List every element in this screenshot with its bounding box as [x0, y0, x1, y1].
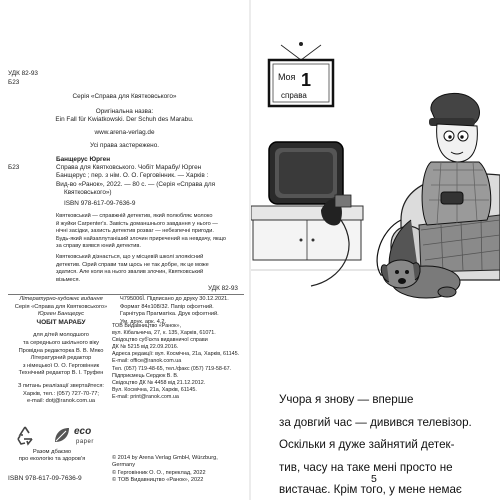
- print-specs: Ч795006Ї. Підписано до друку 30.12.2021. Формат 84х108/32. Папір офсетний. Гарнітура Прагматіка. Друк офсетний. Ум. друк. арк. 4,2.: [120, 296, 229, 325]
- series-small: Серія «Справа для Квятковського»: [14, 303, 108, 310]
- series-line: Серія «Справа для Квятковського»: [72, 93, 177, 100]
- author-heading: Банщерус Юрген: [56, 156, 111, 163]
- story-line: за довгий час — дивився телевізор.: [279, 415, 472, 429]
- udk-code-top: УДК 82-93: [8, 70, 38, 77]
- bbk-code: Б23: [8, 164, 20, 171]
- story-text: [279, 389, 479, 500]
- story-line: вистачає. Крім того, у мене немає: [279, 483, 462, 496]
- boy-watching-tv-illustration: [251, 20, 500, 340]
- print-credits: Літературно-художнє видання Серія «Справа для Квятковського» Юрген Банщерус ЧОБІТ МАРАБУ для дітей молодшого та середнього шкільного віку Провідна редакторка В. В. Мяко Літературний редактор з німецької О. О. Герговінник Технічний редактор В. І. Труфен З питань реалізації звертайтеся: Харків, тел.: (057) 727-70-77; e-mail: dotj@ranok.com.ua: [2, 296, 120, 406]
- page-number: 5: [371, 473, 377, 485]
- eco-badge: eco: [74, 426, 92, 437]
- sign-line-1: Mоя: [278, 72, 296, 82]
- story-page: [251, 0, 500, 500]
- publisher-info: ТОВ Видавництво «Ранок», вул. Кібальчича, 27, к. 135, Харків, 61071. Свідоцтво суб'єкта видавничої справи ДК № 5215 від 22.09.2016. Адреса редакції: вул. Космічна, 21а, Харків, 61145. E-mail: office@ranok.com.ua Тел. (057) 719-48-65, тел./факс (057) 719-58-67. Підприємець Сердюк В. В. Свідоцтво ДК № 4458 від 21.12.2012. Вул. Космічна, 21а, Харків, 61145. E-mail: print@ranok.com.ua: [112, 323, 240, 400]
- imprint-page: [0, 0, 249, 500]
- rights-reserved: Усі права застережено.: [89, 142, 160, 149]
- eco-leaf-icon: [52, 425, 72, 445]
- annotation-1: Квятковський — справжній детектив, який полюбляє молоко й жуйки Carpenter's. Завість доманшнього завдання у нього — нічні засідки, захисть детектив розваг — небезпечні пригоди. Будь-який найзаплутаніший злочин приречений на невдачу, якщо за справу взявся юний детектив.: [56, 213, 227, 250]
- story-line: Оскільки я дуже зайнятий детек-: [279, 438, 455, 451]
- remote-control-icon: [441, 192, 463, 204]
- sign-line-3: справа: [281, 91, 307, 100]
- title-small: ЧОБІТ МАРАБУ: [36, 318, 86, 326]
- bibliographic-description: Справа для Квятковського. Чобіт Марабу/ Юрген Банщерус ; пер. з нім. О. О. Герговінник. — Харків : Вид-во «Ранок», 2022. — 80 с. — (Серія «Справа для Квятковського»): [56, 164, 216, 197]
- udk-code-bottom: УДК 82-93: [208, 285, 238, 292]
- story-line: Учора я знову — вперше: [279, 393, 414, 406]
- bbk-code-top: Б23: [8, 79, 20, 86]
- genre-line: Літературно-художнє видання: [19, 296, 103, 302]
- original-title: Ein Fall für Kwiatkowski. Der Schuh des Marabu.: [55, 116, 194, 123]
- framed-sign-icon: [269, 42, 333, 106]
- annotation-2: Квятковський дізнається, що у місцевій школі злоякісний детектив. Сірий справи там щось не так добре, як це може здатися. Але коли на нього звалив злочин, Квятковський візьмеся.: [56, 254, 209, 283]
- sign-number: 1: [301, 70, 312, 90]
- original-title-label: Оригінальна назва:: [95, 108, 154, 115]
- divider: [8, 294, 244, 295]
- isbn-top: ISBN 978-617-09-7636-9: [64, 200, 136, 207]
- eco-badge-sub: paper: [76, 439, 94, 445]
- author-small: Юрген Банщерус: [37, 311, 85, 318]
- eco-slogan: Разом дбаємо про екологію та здоров'я: [18, 449, 86, 463]
- publisher-url: www.arena-verlag.de: [94, 129, 155, 136]
- story-line: тив, часу на таке мені просто не: [279, 460, 453, 474]
- recycle-icon: [14, 424, 36, 446]
- copyright-info: © 2014 by Arena Verlag GmbH, Würzburg, Germany © Герговінник О. О., переклад, 2022 © ТОВ Видавництво «Ранок», 2022: [112, 455, 218, 484]
- isbn-bottom: ISBN 978-617-09-7636-9: [8, 475, 82, 482]
- television-icon: [251, 142, 363, 286]
